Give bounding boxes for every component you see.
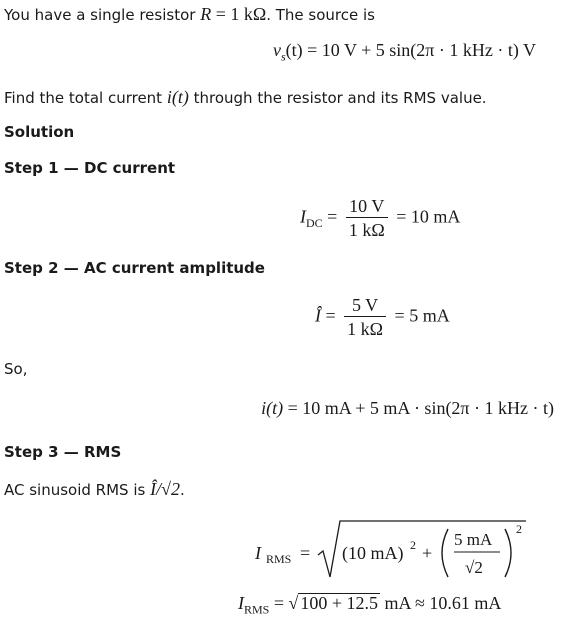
find-suffix: through the resistor and its RMS value. <box>188 89 487 107</box>
rms-frac-den: √2 <box>465 558 483 577</box>
rms-equation <box>250 515 540 585</box>
find-statement <box>4 87 487 108</box>
step2-equation: Î = $\frac{5 V}{1 k\Omega}$ = 5 mA <box>315 295 450 339</box>
rms-exp2: 2 <box>516 522 522 536</box>
step1-heading: Step 1 — DC current <box>4 159 176 177</box>
so-text: So, <box>4 360 28 378</box>
step2-heading: Step 2 — AC current amplitude <box>4 259 265 277</box>
step1-lhs-sub: DC <box>306 216 323 231</box>
step1-rhs: = 10 mA <box>396 206 461 227</box>
current-equation <box>261 398 554 419</box>
step2-num: 5 V <box>344 294 386 317</box>
rms-inner1: (10 mA) <box>342 543 404 563</box>
step3-description <box>4 479 185 500</box>
step3-desc-prefix: AC sinusoid RMS is <box>4 481 151 499</box>
problem-statement <box>4 4 375 25</box>
right-paren-icon <box>505 529 511 577</box>
solution-title: Solution <box>4 123 75 141</box>
step2-den: 1 kΩ <box>347 319 384 339</box>
step2-fraction <box>344 294 386 341</box>
step1-fraction <box>346 195 388 242</box>
rms-lhs-sub: RMS <box>266 552 292 566</box>
step1-equation: $I_{DC}$ = $\frac{10 V}{1 k\Omega}$ = 10 mA <box>300 196 461 240</box>
source-var: v <box>272 40 281 60</box>
resistor-value: = 1 kΩ <box>211 4 267 24</box>
step3-desc-math: Î/√2 <box>150 479 180 499</box>
final-rhs: mA ≈ 10.61 mA <box>384 593 502 613</box>
source-sub: s <box>280 49 286 64</box>
left-paren-icon <box>442 529 448 577</box>
rms-plus: + <box>422 543 433 563</box>
current-rhs: = 10 mA + 5 mA · sin(2π · 1 kHz · t) <box>283 398 554 418</box>
source-rhs: (t) = 10 V + 5 sin(2π · 1 kHz · t) V <box>285 40 536 60</box>
step2-lhs: Î <box>315 305 321 326</box>
final-sqrt: 100 + 12.5 <box>300 593 379 613</box>
intro-suffix: . The source is <box>266 6 375 24</box>
step3-heading: Step 3 — RMS <box>4 443 122 461</box>
find-prefix: Find the total current <box>4 89 167 107</box>
final-rms-equation: $I_{RMS}$ = √ 100 + 12.5 mA ≈ 10.61 mA <box>238 593 502 617</box>
rms-lhs: I <box>255 543 261 563</box>
step1-num: 10 V <box>346 195 388 218</box>
final-lhs-sub: RMS <box>244 602 270 617</box>
step1-den: 1 kΩ <box>348 220 385 240</box>
rms-frac-num: 5 mA <box>454 530 493 549</box>
final-lhs: I <box>238 593 244 613</box>
resistor-symbol: R <box>200 4 212 24</box>
current-lhs: i(t) <box>261 398 284 418</box>
rms-exp1: 2 <box>410 538 416 552</box>
find-var: i(t) <box>166 87 189 107</box>
step2-rhs: = 5 mA <box>394 305 450 326</box>
step1-lhs: I <box>300 206 306 227</box>
intro-text: You have a single resistor <box>4 6 201 24</box>
rms-equals: = <box>300 543 311 563</box>
source-equation <box>273 40 536 65</box>
step3-desc-suffix: . <box>179 481 185 499</box>
